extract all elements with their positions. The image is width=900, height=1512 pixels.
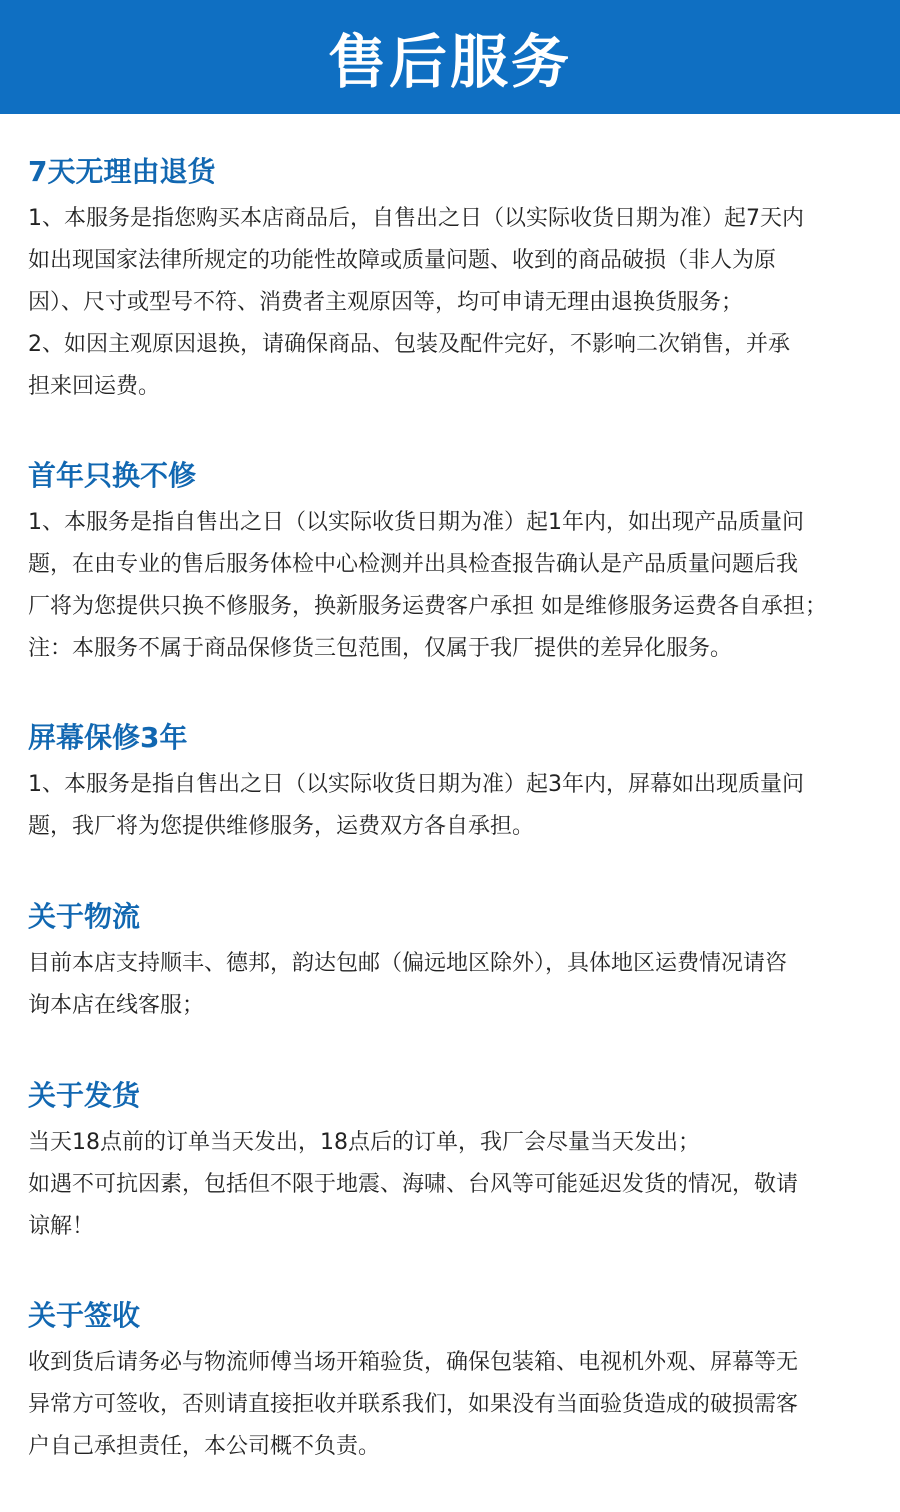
text-line: 1、本服务是指您购买本店商品后，自售出之日（以实际收货日期为准）起7天内 bbox=[28, 206, 804, 231]
section-screen-warranty bbox=[28, 718, 804, 848]
text-line: 当天18点前的订单当天发出，18点后的订单，我厂会尽量当天发出； bbox=[28, 1130, 700, 1155]
header-banner bbox=[0, 0, 900, 114]
text-line: 询本店在线客服； bbox=[28, 993, 205, 1018]
text-line: 注：本服务不属于商品保修货三包范围，仅属于我厂提供的差异化服务。 bbox=[28, 636, 733, 661]
text-line: 因）、尺寸或型号不符、消费者主观原因等，均可申请无理由退换货服务； bbox=[28, 290, 744, 315]
section-logistics bbox=[28, 897, 787, 1027]
section-body bbox=[28, 943, 787, 1027]
section-shipping bbox=[28, 1076, 798, 1248]
section-body bbox=[28, 764, 804, 848]
text-line: 异常方可签收，否则请直接拒收并联系我们，如果没有当面验货造成的破损需客 bbox=[28, 1392, 799, 1417]
text-line: 如遇不可抗因素，包括但不限于地震、海啸、台风等可能延迟发货的情况，敬请 bbox=[28, 1172, 799, 1197]
text-line: 2、如因主观原因退换，请确保商品、包装及配件完好，不影响二次销售，并承 bbox=[28, 332, 790, 357]
text-line: 如出现国家法律所规定的功能性故障或质量问题、收到的商品破损（非人为原 bbox=[28, 248, 777, 273]
text-line: 担来回运费。 bbox=[28, 374, 161, 399]
section-title: 首年只换不修 bbox=[28, 459, 197, 492]
section-body bbox=[28, 1342, 798, 1468]
section-body bbox=[28, 502, 827, 670]
text-line: 目前本店支持顺丰、德邦，韵达包邮（偏远地区除外），具体地区运费情况请咨 bbox=[28, 951, 788, 976]
section-title: 关于签收 bbox=[28, 1299, 141, 1332]
text-line: 收到货后请务必与物流师傅当场开箱验货，确保包装箱、电视机外观、屏幕等无 bbox=[28, 1350, 799, 1375]
section-delivery-signing bbox=[28, 1296, 798, 1468]
text-line: 题，在由专业的售后服务体检中心检测并出具检查报告确认是产品质量问题后我 bbox=[28, 552, 799, 577]
section-return-policy bbox=[28, 152, 804, 408]
text-line: 1、本服务是指自售出之日（以实际收货日期为准）起1年内，如出现产品质量问 bbox=[28, 510, 804, 535]
text-line: 题，我厂将为您提供维修服务，运费双方各自承担。 bbox=[28, 814, 535, 839]
section-body bbox=[28, 1122, 798, 1248]
text-line: 户自己承担责任，本公司概不负责。 bbox=[28, 1434, 381, 1459]
section-title: 屏幕保修3年 bbox=[28, 721, 188, 754]
section-body bbox=[28, 198, 804, 408]
text-line: 厂将为您提供只换不修服务，换新服务运费客户承担 如是维修服务运费各自承担； bbox=[28, 594, 827, 619]
text-line: 谅解！ bbox=[28, 1214, 95, 1239]
section-first-year-replacement bbox=[28, 456, 827, 670]
section-title: 7天无理由退货 bbox=[28, 155, 216, 188]
page-title: 售后服务 bbox=[327, 28, 572, 96]
section-title: 关于发货 bbox=[28, 1079, 141, 1112]
section-title: 关于物流 bbox=[28, 900, 141, 933]
text-line: 1、本服务是指自售出之日（以实际收货日期为准）起3年内，屏幕如出现质量问 bbox=[28, 772, 804, 797]
